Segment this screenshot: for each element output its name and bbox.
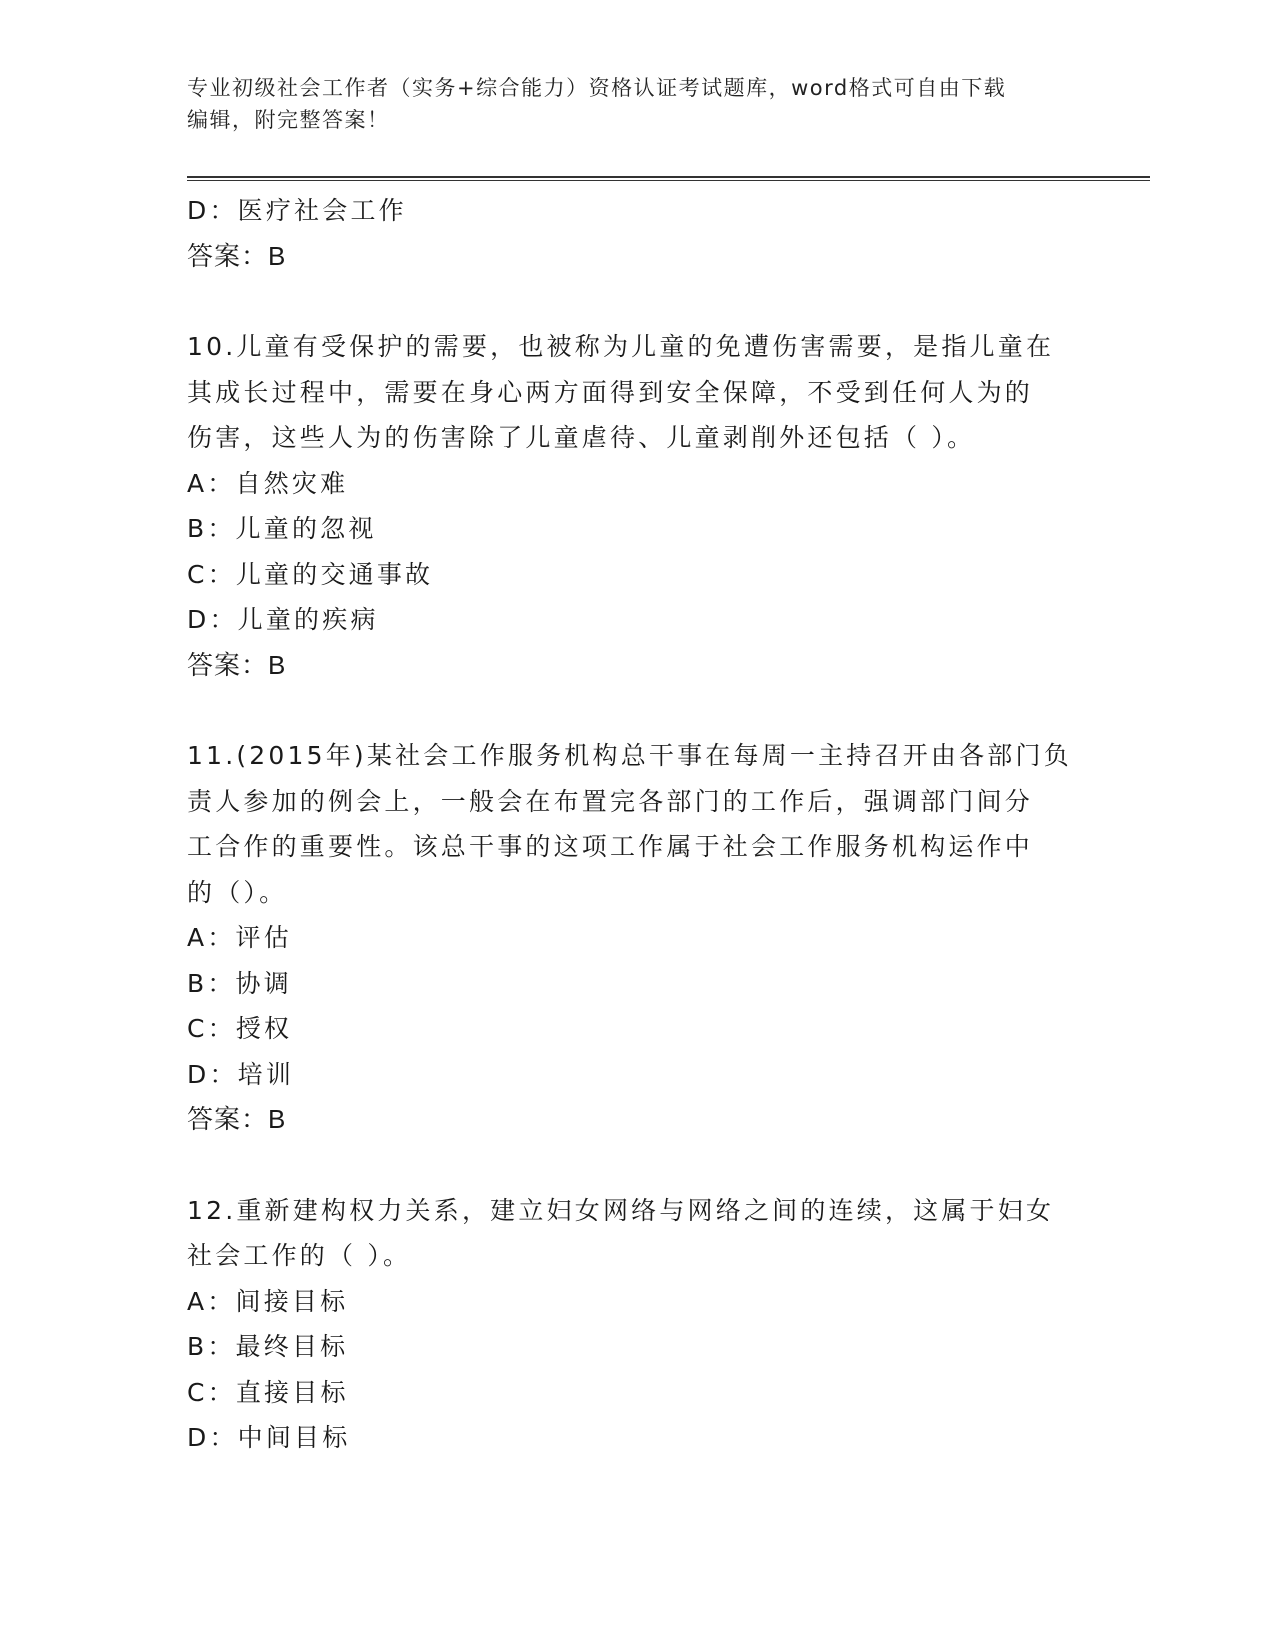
header-divider	[187, 176, 1150, 181]
question-11-line-3: 工合作的重要性。该总干事的这项工作属于社会工作服务机构运作中	[187, 832, 1034, 861]
question-11-option-a: A：评估	[187, 923, 292, 952]
question-11-line-1: 11.(2015年)某社会工作服务机构总干事在每周一主持召开由各部门负	[187, 741, 1072, 770]
question-10-answer: 答案：B	[187, 649, 287, 680]
question-12-option-c: C：直接目标	[187, 1377, 349, 1407]
question-12	[187, 1188, 1087, 1461]
header-title-line-2: 编辑，附完整答案！	[187, 108, 390, 132]
question-12-line-2: 社会工作的（ ）。	[187, 1241, 412, 1270]
question-10-line-1: 10.儿童有受保护的需要，也被称为儿童的免遭伤害需要，是指儿童在	[187, 332, 1055, 361]
question-12-option-d: D：中间目标	[187, 1423, 351, 1452]
question-list	[187, 188, 1087, 1461]
spacer	[187, 688, 1087, 733]
spacer	[187, 1143, 1087, 1188]
question-11-option-d: D：培训	[187, 1059, 295, 1089]
question-12-line-1: 12.重新建构权力关系，建立妇女网络与网络之间的连续，这属于妇女	[187, 1195, 1055, 1225]
question-10-line-3: 伤害，这些人为的伤害除了儿童虐待、儿童剥削外还包括（ ）。	[187, 423, 976, 452]
question-11-option-c: C：授权	[187, 1014, 293, 1043]
question-11	[187, 733, 1087, 1143]
question-11-line-2: 责人参加的例会上，一般会在布置完各部门的工作后，强调部门间分	[187, 786, 1034, 816]
question-10-line-2: 其成长过程中，需要在身心两方面得到安全保障，不受到任何人为的	[187, 377, 1034, 407]
question-11-answer: 答案：B	[187, 1104, 287, 1134]
prev-answer: 答案：B	[187, 240, 287, 271]
question-10	[187, 324, 1087, 688]
question-12-option-a: A：间接目标	[187, 1286, 349, 1316]
question-10-option-a: A：自然灾难	[187, 468, 349, 498]
question-10-option-b: B：儿童的忽视	[187, 514, 377, 543]
prev-option-d: D：医疗社会工作	[187, 196, 407, 225]
spacer	[187, 279, 1087, 324]
question-11-line-4: 的（）。	[187, 877, 288, 907]
question-12-option-b: B：最终目标	[187, 1332, 349, 1361]
question-10-option-d: D：儿童的疾病	[187, 605, 379, 634]
question-11-option-b: B：协调	[187, 968, 292, 998]
header-title-line-1: 专业初级社会工作者（实务+综合能力）资格认证考试题库，word格式可自由下载	[187, 76, 1007, 100]
question-10-option-c: C：儿童的交通事故	[187, 559, 434, 589]
page-header	[187, 72, 1087, 136]
